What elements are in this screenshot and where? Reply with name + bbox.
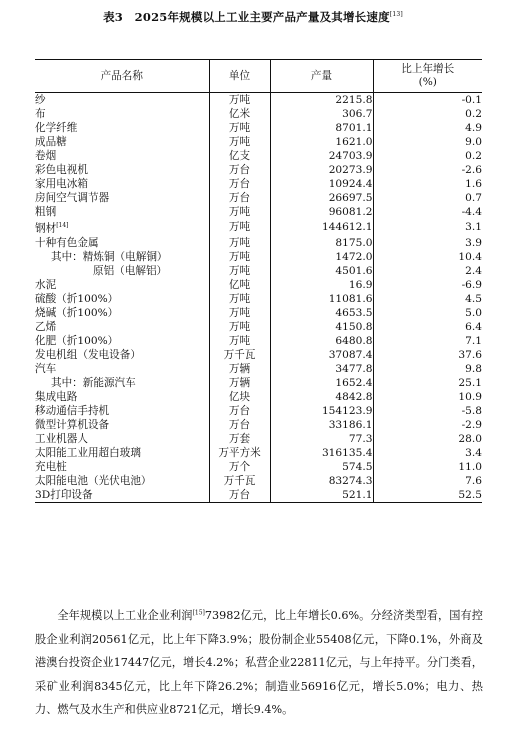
unit-cell: 万吨: [209, 219, 270, 236]
growth-cell: 9.8: [373, 362, 482, 376]
growth-cell: 7.6: [373, 474, 482, 488]
unit-cell: 万台: [209, 177, 270, 191]
profit-text-body: 73982亿元，比上年增长0.6%。分经济类型看，国有控股企业利润20561亿元，比上年下降3.9%；股份制企业55408亿元，下降0.1%，外商及港澳台投资企业17447亿元，增长4.2%；私营企业22811亿元，与上年持平。分门类看，采矿业利润8345亿元，比上年下降26.2%；制造业56916亿元，增长5.0%；电力、热力、燃气及水生产和供应业8721亿元，增长9.4%。: [35, 609, 483, 716]
table-row: [35, 418, 482, 432]
unit-cell: 万套: [209, 432, 270, 446]
output-cell: 4501.6: [270, 264, 373, 278]
growth-cell: 6.4: [373, 320, 482, 334]
product-name-cell: [35, 205, 209, 219]
profit-paragraph-text: [35, 604, 483, 722]
output-cell: 4842.8: [270, 390, 373, 404]
table-row: [35, 121, 482, 135]
growth-cell: -4.4: [373, 205, 482, 219]
table-row: [35, 205, 482, 219]
table-row: [35, 404, 482, 418]
header-growth-unit: (%): [418, 76, 437, 88]
table-row: [35, 177, 482, 191]
product-name: 太阳能电池（光伏电池）: [35, 474, 152, 487]
growth-cell: 1.6: [373, 177, 482, 191]
growth-cell: 9.0: [373, 135, 482, 149]
product-name: 微型计算机设备: [35, 418, 110, 431]
growth-cell: -5.8: [373, 404, 482, 418]
output-cell: 3477.8: [270, 362, 373, 376]
output-cell: 11081.6: [270, 292, 373, 306]
unit-cell: 万吨: [209, 250, 270, 264]
output-cell: 77.3: [270, 432, 373, 446]
product-name: 乙烯: [35, 320, 57, 333]
table-title: [0, 9, 506, 25]
unit-cell: 万吨: [209, 334, 270, 348]
product-name: 原铝（电解铝）: [93, 264, 168, 277]
unit-cell: 亿支: [209, 149, 270, 163]
table-row: [35, 306, 482, 320]
table-row: [35, 376, 482, 390]
product-name: 钢材: [35, 222, 57, 235]
product-name: 布: [35, 108, 46, 120]
product-name-cell: [35, 376, 209, 390]
growth-cell: 4.9: [373, 121, 482, 135]
product-name: 烧碱（折100%）: [35, 306, 119, 319]
table-row: [35, 334, 482, 348]
product-name: 工业机器人: [35, 432, 88, 445]
table-row: [35, 488, 482, 503]
product-name-cell: [35, 390, 209, 404]
growth-cell: 4.5: [373, 292, 482, 306]
product-name-cell: [35, 121, 209, 135]
growth-cell: -2.6: [373, 163, 482, 177]
table-body: [35, 93, 482, 503]
product-name: 卷烟: [35, 150, 57, 162]
product-name-cell: [35, 460, 209, 474]
growth-cell: 10.9: [373, 390, 482, 404]
product-name: 化学纤维: [35, 122, 78, 134]
product-name: 发电机组（发电设备）: [35, 348, 141, 361]
product-name: 太阳能工业用超白玻璃: [35, 446, 141, 459]
output-cell: 4653.5: [270, 306, 373, 320]
growth-cell: 0.7: [373, 191, 482, 205]
product-name-cell: [35, 107, 209, 121]
output-cell: 1652.4: [270, 376, 373, 390]
table-row: [35, 390, 482, 404]
production-table: [35, 59, 482, 503]
header-growth: [373, 60, 482, 93]
output-cell: 83274.3: [270, 474, 373, 488]
unit-cell: 万吨: [209, 135, 270, 149]
product-name-cell: [35, 278, 209, 292]
growth-cell: 28.0: [373, 432, 482, 446]
unit-cell: 万平方米: [209, 446, 270, 460]
table-row: [35, 107, 482, 121]
unit-cell: 亿块: [209, 390, 270, 404]
product-name: 汽车: [35, 362, 57, 375]
output-cell: 16.9: [270, 278, 373, 292]
product-name: 家用电冰箱: [35, 178, 88, 190]
growth-cell: 11.0: [373, 460, 482, 474]
table-row: [35, 348, 482, 362]
product-name-cell: [35, 93, 209, 108]
output-cell: 1472.0: [270, 250, 373, 264]
product-name: 其中：新能源汽车: [51, 376, 136, 389]
growth-cell: 10.4: [373, 250, 482, 264]
table-row: [35, 149, 482, 163]
output-cell: 1621.0: [270, 135, 373, 149]
product-name: 彩色电视机: [35, 164, 88, 176]
product-name-cell: [35, 306, 209, 320]
output-cell: 154123.9: [270, 404, 373, 418]
product-name-cell: [35, 334, 209, 348]
output-cell: 26697.5: [270, 191, 373, 205]
product-name: 成品糖: [35, 136, 67, 148]
unit-cell: 万辆: [209, 376, 270, 390]
table-row: [35, 292, 482, 306]
product-name-cell: [35, 320, 209, 334]
output-cell: 8701.1: [270, 121, 373, 135]
growth-cell: 52.5: [373, 488, 482, 503]
product-name-cell: [35, 348, 209, 362]
growth-cell: 25.1: [373, 376, 482, 390]
table-row: [35, 236, 482, 250]
table-title-text: 表3 2025年规模以上工业主要产品产量及其增长速度: [103, 10, 390, 24]
footnote-marker: [13]: [389, 11, 403, 19]
product-name-cell: [35, 474, 209, 488]
growth-cell: 7.1: [373, 334, 482, 348]
output-cell: 33186.1: [270, 418, 373, 432]
growth-cell: 5.0: [373, 306, 482, 320]
output-cell: 8175.0: [270, 236, 373, 250]
unit-cell: 亿米: [209, 107, 270, 121]
output-cell: 37087.4: [270, 348, 373, 362]
header-output: 产量: [270, 60, 373, 93]
footnote-marker: [14]: [56, 222, 69, 229]
growth-cell: 2.4: [373, 264, 482, 278]
table-row: [35, 362, 482, 376]
unit-cell: 万吨: [209, 205, 270, 219]
product-name-cell: [35, 177, 209, 191]
table-row: [35, 432, 482, 446]
output-cell: 10924.4: [270, 177, 373, 191]
product-name: 十种有色金属: [35, 236, 99, 249]
unit-cell: 万吨: [209, 236, 270, 250]
growth-cell: 0.2: [373, 149, 482, 163]
output-cell: 316135.4: [270, 446, 373, 460]
product-name-cell: [35, 135, 209, 149]
product-name: 硫酸（折100%）: [35, 292, 119, 305]
table-row: [35, 135, 482, 149]
product-name-cell: [35, 236, 209, 250]
unit-cell: 万个: [209, 460, 270, 474]
growth-cell: 3.9: [373, 236, 482, 250]
table-header-row: [35, 60, 482, 93]
product-name-cell: [35, 418, 209, 432]
growth-cell: -6.9: [373, 278, 482, 292]
table-row: [35, 264, 482, 278]
unit-cell: 万吨: [209, 121, 270, 135]
product-name: 粗钢: [35, 206, 57, 218]
output-cell: 24703.9: [270, 149, 373, 163]
growth-cell: -0.1: [373, 93, 482, 108]
unit-cell: 万台: [209, 163, 270, 177]
unit-cell: 万辆: [209, 362, 270, 376]
table-row: [35, 163, 482, 177]
table-row: [35, 219, 482, 236]
unit-cell: 亿吨: [209, 278, 270, 292]
header-unit: 单位: [209, 60, 270, 93]
product-name-cell: [35, 362, 209, 376]
product-name: 化肥（折100%）: [35, 334, 119, 347]
unit-cell: 万吨: [209, 292, 270, 306]
growth-cell: 3.4: [373, 446, 482, 460]
product-name: 3D打印设备: [35, 488, 93, 501]
unit-cell: 万吨: [209, 320, 270, 334]
table-row: [35, 191, 482, 205]
unit-cell: 万吨: [209, 93, 270, 108]
growth-cell: 0.2: [373, 107, 482, 121]
table-row: [35, 93, 482, 108]
unit-cell: 万千瓦: [209, 474, 270, 488]
product-name-cell: [35, 432, 209, 446]
growth-cell: 37.6: [373, 348, 482, 362]
product-name-cell: [35, 264, 209, 278]
product-name-cell: [35, 149, 209, 163]
unit-cell: 万台: [209, 418, 270, 432]
output-cell: 306.7: [270, 107, 373, 121]
product-name-cell: [35, 404, 209, 418]
unit-cell: 万吨: [209, 264, 270, 278]
product-name-cell: [35, 191, 209, 205]
product-name: 集成电路: [35, 390, 78, 403]
footnote-marker: [15]: [192, 609, 205, 617]
profit-paragraph: [35, 604, 483, 722]
product-name-cell: [35, 446, 209, 460]
output-cell: 521.1: [270, 488, 373, 503]
product-name: 其中：精炼铜（电解铜）: [51, 250, 168, 263]
unit-cell: 万千瓦: [209, 348, 270, 362]
unit-cell: 万吨: [209, 306, 270, 320]
output-cell: 574.5: [270, 460, 373, 474]
table-row: [35, 474, 482, 488]
profit-text-lead: 全年规模以上工业企业利润: [57, 609, 193, 622]
product-name-cell: [35, 292, 209, 306]
table-row: [35, 446, 482, 460]
header-growth-label: 比上年增长: [401, 63, 455, 75]
output-cell: 6480.8: [270, 334, 373, 348]
table-row: [35, 460, 482, 474]
product-name-cell: [35, 163, 209, 177]
output-cell: 144612.1: [270, 219, 373, 236]
unit-cell: 万台: [209, 488, 270, 503]
product-name: 房间空气调节器: [35, 192, 110, 204]
product-name-cell: [35, 219, 209, 236]
table-row: [35, 320, 482, 334]
product-name: 移动通信手持机: [35, 404, 110, 417]
table-row: [35, 250, 482, 264]
growth-cell: 3.1: [373, 219, 482, 236]
product-name: 充电桩: [35, 460, 67, 473]
table-row: [35, 278, 482, 292]
unit-cell: 万台: [209, 404, 270, 418]
output-cell: 96081.2: [270, 205, 373, 219]
product-name: 水泥: [35, 278, 57, 291]
growth-cell: -2.9: [373, 418, 482, 432]
output-cell: 20273.9: [270, 163, 373, 177]
output-cell: 4150.8: [270, 320, 373, 334]
product-name-cell: [35, 488, 209, 503]
product-name-cell: [35, 250, 209, 264]
output-cell: 2215.8: [270, 93, 373, 108]
header-product-name: 产品名称: [35, 60, 209, 93]
product-name: 纱: [35, 94, 46, 106]
unit-cell: 万台: [209, 191, 270, 205]
